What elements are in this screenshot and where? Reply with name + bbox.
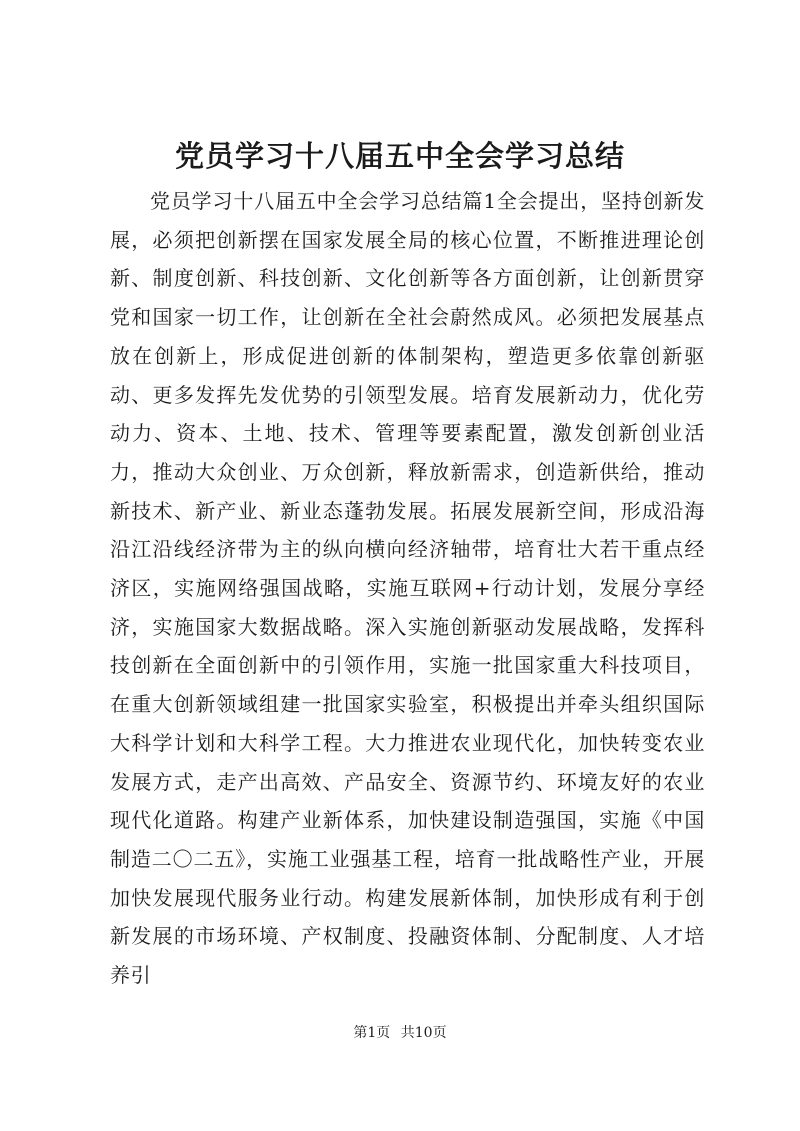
- document-title: 党员学习十八届五中全会学习总结: [174, 139, 625, 173]
- page-footer: [0, 1023, 800, 1043]
- page-number: 第1页: [353, 1025, 391, 1041]
- document-body-paragraph: 党员学习十八届五中全会学习总结篇1全会提出，坚持创新发展，必须把创新摆在国家发展全局的核心位置，不断推进理论创新、制度创新、科技创新、文化创新等各方面创新，让创新贯穿党和国家一切工作，让创新在全社会蔚然成风。必须把发展基点放在创新上，形成促进创新的体制架构，塑造更多依靠创新驱动、更多发挥先发优势的引领型发展。培育发展新动力，优化劳动力、资本、土地、技术、管理等要素配置，激发创新创业活力，推动大众创业、万众创新，释放新需求，创造新供给，推动新技术、新产业、新业态蓬勃发展。拓展发展新空间，形成沿海沿江沿线经济带为主的纵向横向经济轴带，培育壮大若干重点经济区，实施网络强国战略，实施互联网+行动计划，发展分享经济，实施国家大数据战略。深入实施创新驱动发展战略，发挥科技创新在全面创新中的引领作用，实施一批国家重大科技项目，在重大创新领域组建一批国家实验室，积极提出并牵头组织国际大科学计划和大科学工程。大力推进农业现代化，加快转变农业发展方式，走产出高效、产品安全、资源节约、环境友好的农业现代化道路。构建产业新体系，加快建设制造强国，实施《中国制造二〇二五》，实施工业强基工程，培育一批战略性产业，开展加快发展现代服务业行动。构建发展新体制，加快形成有利于创新发展的市场环境、产权制度、投融资体制、分配制度、人才培养引: [110, 189, 705, 988]
- total-pages: 共10页: [400, 1025, 447, 1041]
